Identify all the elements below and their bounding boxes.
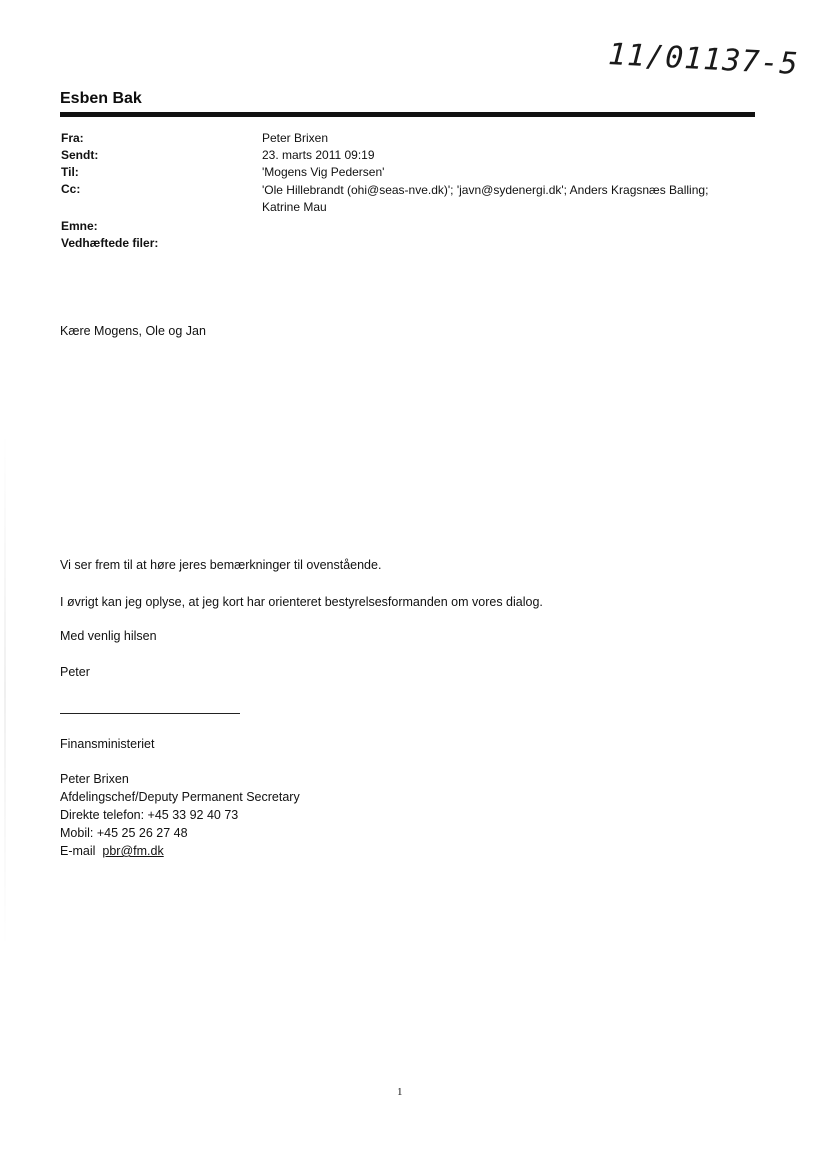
cc-value-line-1: 'Ole Hillebrandt (ohi@seas-nve.dk)'; 'javn@sydenergi.dk'; Anders Kragsnæs Balling; [262,183,709,197]
cc-label: Cc: [61,182,81,196]
signature-name: Peter Brixen [60,772,129,786]
sent-value: 23. marts 2011 09:19 [262,148,375,162]
signature-mobile: Mobil: +45 25 26 27 48 [60,826,188,840]
attachments-label: Vedhæftede filer: [61,236,159,250]
signoff: Peter [60,665,90,679]
signature-title: Afdelingschef/Deputy Permanent Secretary [60,790,300,804]
page-number: 1 [397,1086,403,1098]
signature-direct-phone: Direkte telefon: +45 33 92 40 73 [60,808,239,822]
body-paragraph-1: Vi ser frem til at høre jeres bemærkninger til ovenstående. [60,558,382,572]
signature-email-row [60,844,164,858]
handwritten-case-number: 11/01137-5 [607,37,800,82]
signature-organization: Finansministeriet [60,737,155,751]
from-label: Fra: [61,131,84,145]
signature-divider [60,713,240,714]
closing: Med venlig hilsen [60,629,157,643]
to-label: Til: [61,165,79,179]
signature-email-label: E-mail [60,844,96,858]
greeting: Kære Mogens, Ole og Jan [60,324,206,338]
cc-value [262,182,762,212]
body-paragraph-2: I øvrigt kan jeg oplyse, at jeg kort har orienteret bestyrelsesformanden om vores dialog. [60,595,543,609]
header-divider [60,112,755,117]
scan-edge-shadow [4,430,6,950]
to-value: 'Mogens Vig Pedersen' [262,165,385,179]
sent-label: Sendt: [61,148,99,162]
from-value: Peter Brixen [262,131,329,145]
cc-value-line-2: Katrine Mau [262,200,327,212]
signature-email-link[interactable]: pbr@fm.dk [102,844,164,858]
subject-label: Emne: [61,219,98,233]
mailbox-owner-name: Esben Bak [60,90,142,107]
